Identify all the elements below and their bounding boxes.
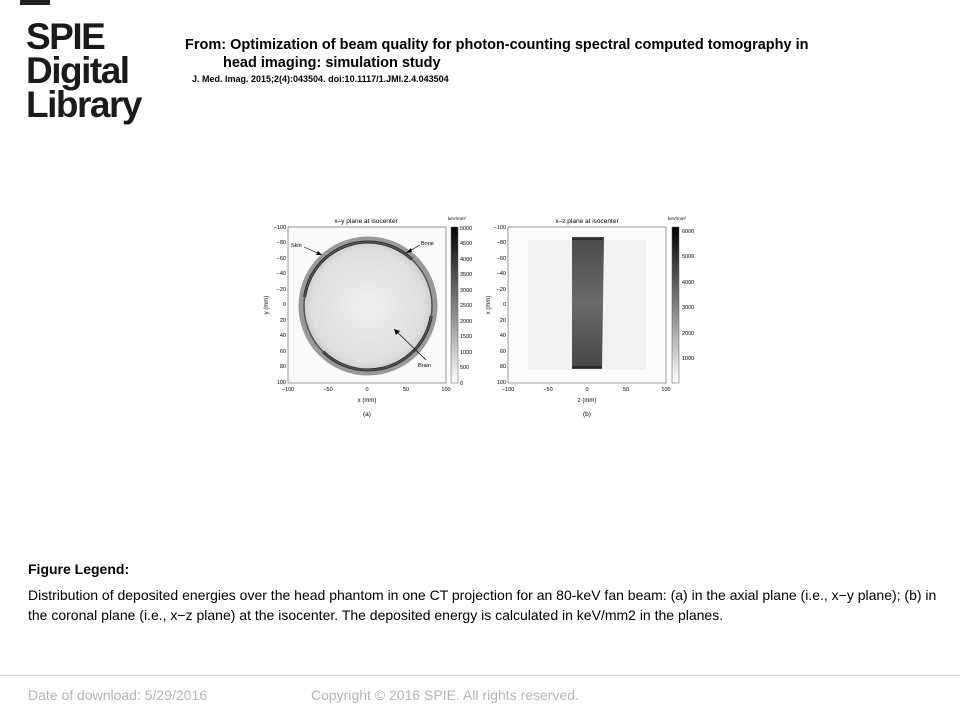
panel-b-y-tick: −100 [493,225,506,231]
panel-a-cbar-tick: 1500 [460,334,473,340]
panel-b-x-tick: −100 [501,387,515,393]
figure-legend-title: Figure Legend: [28,561,130,577]
panel-a-cbar-tick: 0 [460,381,464,387]
panel-a-y-ticks [274,225,286,386]
panel-a-x-label: x (mm) [357,398,377,404]
panel-b-cbar-tick: 3000 [682,305,695,311]
panel-b-y-tick: −20 [496,287,506,293]
panel-b-cbar-tick: 2000 [682,331,695,337]
top-bar-decoration [20,0,50,5]
copyright-notice: Copyright © 2016 SPIE. All rights reserved. [311,687,579,703]
panel-b-y-tick: −60 [496,256,506,262]
panel-b-y-tick: 100 [496,380,506,386]
panel-a-x-ticks [282,387,451,393]
panel-a-cbar-tick: 2000 [460,319,473,325]
panel-a-y-tick: 80 [279,364,286,370]
panel-b-head-slab [572,237,604,369]
article-title-line-1: From: Optimization of beam quality for photon-counting spectral computed tomography in [185,37,809,53]
panel-a-cbar-tick: 4500 [460,241,473,247]
panel-a-y-tick: 20 [279,318,286,324]
panel-a-colorbar-unit: keV/mm² [448,216,466,221]
panel-b-cbar-tick: 5000 [682,254,695,260]
panel-a-y-tick: −60 [276,256,286,262]
panel-b-caption: (b) [583,411,591,418]
panel-b-y-ticks [494,225,506,386]
panel-b-y-tick: −40 [496,271,506,277]
panel-b-cbar-tick: 1000 [682,356,695,362]
panel-b-x-ticks [502,387,671,393]
panel-a-cbar-tick: 2500 [460,303,473,309]
figure-image [256,205,696,430]
panel-a-x-tick: 0 [365,387,369,393]
panel-b-x-tick: −50 [543,387,553,393]
panel-a-cbar-tick: 4000 [460,257,473,263]
download-date: Date of download: 5/29/2016 [28,687,208,703]
panel-a-label-brain: Brain [418,363,431,369]
panel-b-x-tick: 100 [661,387,671,393]
panel-a-x-tick: 50 [402,387,410,393]
logo-line-2: Digital [26,50,129,91]
logo-line-3: Library [26,84,141,125]
panel-b-colorbar [672,227,679,383]
panel-a-y-tick: −40 [276,271,286,277]
panel-a-label-bone: Bone [421,241,434,247]
panel-b-colorbar-unit: keV/mm² [668,216,686,221]
panel-a-colorbar [451,227,458,383]
panel-a-caption: (a) [363,411,371,418]
panel-b-cbar-tick: 4000 [682,280,695,286]
panel-b-y-tick: 80 [499,364,506,370]
panel-a-cbar-tick: 500 [460,365,470,371]
panel-a-y-tick: −20 [276,287,286,293]
figure-legend-text: Distribution of deposited energies over the head phantom in one CT projection for an 80-keV fan beam: (a) in the axial plane (i.e., x−y plane); (b) in the coronal plane (i.e., x−z plane) at the isocenter. The deposited energy is calculated in keV/mm2 in the planes. [28,587,937,623]
panel-a-x-tick: 100 [441,387,451,393]
panel-a-y-tick: 100 [276,380,286,386]
panel-b-y-label: x (mm) [486,295,492,315]
panel-b-y-tick: 0 [502,302,506,308]
panel-a-y-tick: −100 [273,225,286,231]
panel-b [486,216,694,418]
panel-a-colorbar-ticks [460,226,472,387]
panel-a-y-tick: 0 [282,302,286,308]
panel-a-title: x–y plane at isocenter [334,218,398,225]
panel-a-x-tick: −50 [323,387,333,393]
panel-b-colorbar-ticks [682,229,694,362]
logo-line-1: SPIE [26,16,105,57]
panel-b-y-tick: 60 [499,349,506,355]
panel-a-y-tick: −80 [276,240,286,246]
panel-b-x-tick: 50 [622,387,630,393]
panel-a-label-skin: Skin [291,243,302,249]
citation: J. Med. Imag. 2015;2(4):043504. doi:10.1117/1.JMI.2.4.043504 [192,74,449,84]
panel-a-cbar-tick: 5000 [460,226,473,232]
panel-a-cbar-tick: 1000 [460,350,473,356]
panel-b-x-tick: 0 [585,387,589,393]
panel-b-title: x–z plane at isocenter [555,218,619,225]
panel-b-x-label: z (mm) [577,398,597,404]
article-title [185,36,905,72]
panel-a-cbar-tick: 3500 [460,272,473,278]
panel-b-y-tick: −80 [496,240,506,246]
article-title-line-2: head imaging: simulation study [223,55,441,71]
panel-a-y-label: y (mm) [264,295,270,315]
panel-a-x-tick: −100 [281,387,295,393]
panel-a-cbar-tick: 3000 [460,288,473,294]
panel-b-y-tick: 20 [499,318,506,324]
panel-b-cbar-tick: 6000 [682,229,695,235]
panel-a-y-tick: 40 [279,333,286,339]
panel-b-y-tick: 40 [499,333,506,339]
panel-a [264,216,472,418]
spie-digital-library-logo [26,16,156,125]
footer-divider [0,675,960,676]
panel-a-y-tick: 60 [279,349,286,355]
